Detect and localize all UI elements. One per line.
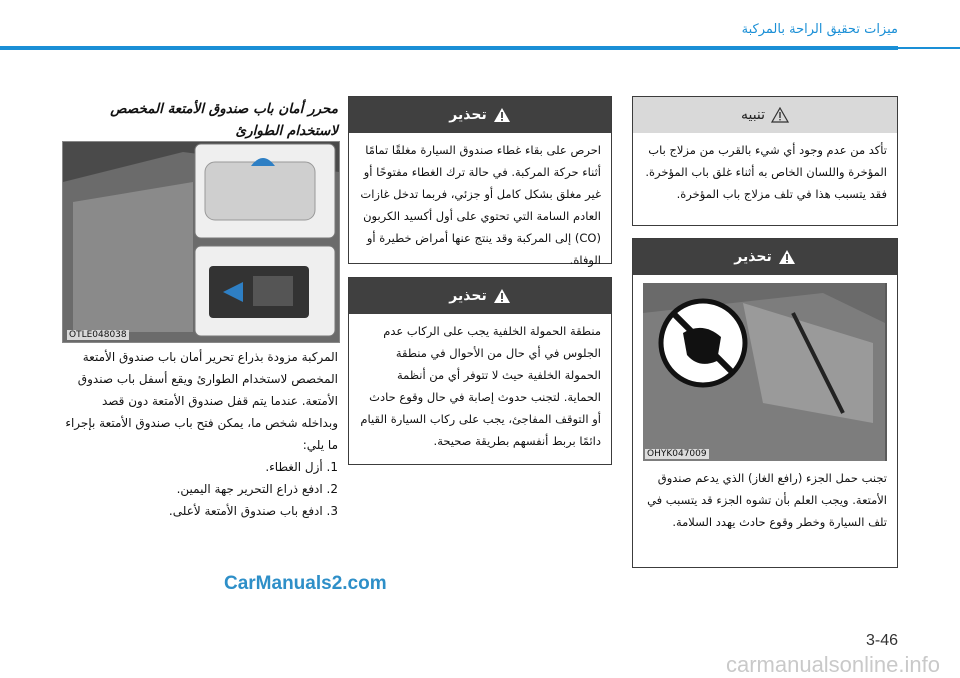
caution-header [633,97,897,133]
caution-icon [771,107,789,123]
warning-text: احرص على بقاء غطاء صندوق السيارة مغلقًا تمامًا أثناء حركة المركبة. في حالة ترك الغطاء مفتوحًا أو غير مغلق بشكل كامل أو جزئي، فربما تدخل غازات العادم السامة التي تحتوي على أول أكسيد الكربون (CO) إلى المركبة وقد ينتج عنها أمراض خطيرة أو الوفاة. [360,143,601,267]
site-watermark: CarManuals2.com [224,573,387,594]
warning-header [349,97,611,133]
warning-label: تحذير [449,107,487,123]
footer-watermark: carmanualsonline.info [725,652,940,677]
page-number: 3-46 [865,632,898,649]
trunk-illustration [63,142,339,342]
left-paragraph: المركبة مزودة بذراع تحرير أمان باب صندوق الأمتعة المخصص لاستخدام الطوارئ ويقع أسفل باب صندوق الأمتعة. عندما يتم قفل صندوق الأمتعة دون قصد وبداخله شخص ما، يمكن فتح باب صندوق الأمتعة بإجراء ما يلي: [65,350,338,452]
step-item: 2. ادفع ذراع التحرير جهة اليمين. [176,482,338,496]
warning-header [633,239,897,275]
caution-text: تأكد من عدم وجود أي شيء بالقرب من مزلاج باب المؤخرة واللسان الخاص به أثناء غلق باب المؤخرة. فقد يتسبب هذا في تلف مزلاج باب المؤخرة. [645,143,887,201]
photo-code: OTLE048038 [69,330,127,340]
warning-box-cargo [348,277,612,465]
warning-icon [493,288,511,304]
warning-text: تجنب حمل الجزء (رافع الغاز) الذي يدعم صندوق الأمتعة. ويجب العلم بأن تشوه الجزء قد يتسبب في تلف السيارة وخطر وقوع حادث يهدد السلامة. [647,471,887,529]
tailgate-illustration [643,283,885,461]
warning-label: تحذير [734,249,772,265]
warning-label: تحذير [449,288,487,304]
warning-text: منطقة الحمولة الخلفية يجب على الركاب عدم الجلوس في أي حال من الأحوال في منطقة الحمولة الخلفية حيث لا تتوفر أي من أنظمة الحماية. لتجنب حدوث إصابة في حال وقوع حادث أو التوقف المفاجئ، يجب على ركاب السيارة القيام دائمًا بربط أنفسهم بطريقة صحيحة. [360,324,601,448]
warning-box-gas-lift [632,238,898,568]
release-steps-list [62,456,338,522]
caution-label: تنبيه [740,107,766,123]
warning-header [349,278,611,314]
header-rule [0,46,898,50]
warning-icon [778,249,796,265]
warning-box-exhaust [348,96,612,267]
step-item: 1. أزل الغطاء. [265,460,338,474]
warning-icon [493,107,511,123]
trunk-release-photo [62,141,340,343]
tailgate-photo [643,283,887,461]
section-header-title: ميزات تحقيق الراحة بالمركبة [741,22,898,37]
section-heading: محرر أمان باب صندوق الأمتعة المخصص لاستخدام الطوارئ [110,101,338,139]
photo-code: OHYK047009 [647,449,707,459]
caution-box-latch [632,96,898,226]
step-item: 3. ادفع باب صندوق الأمتعة لأعلى. [168,504,338,518]
